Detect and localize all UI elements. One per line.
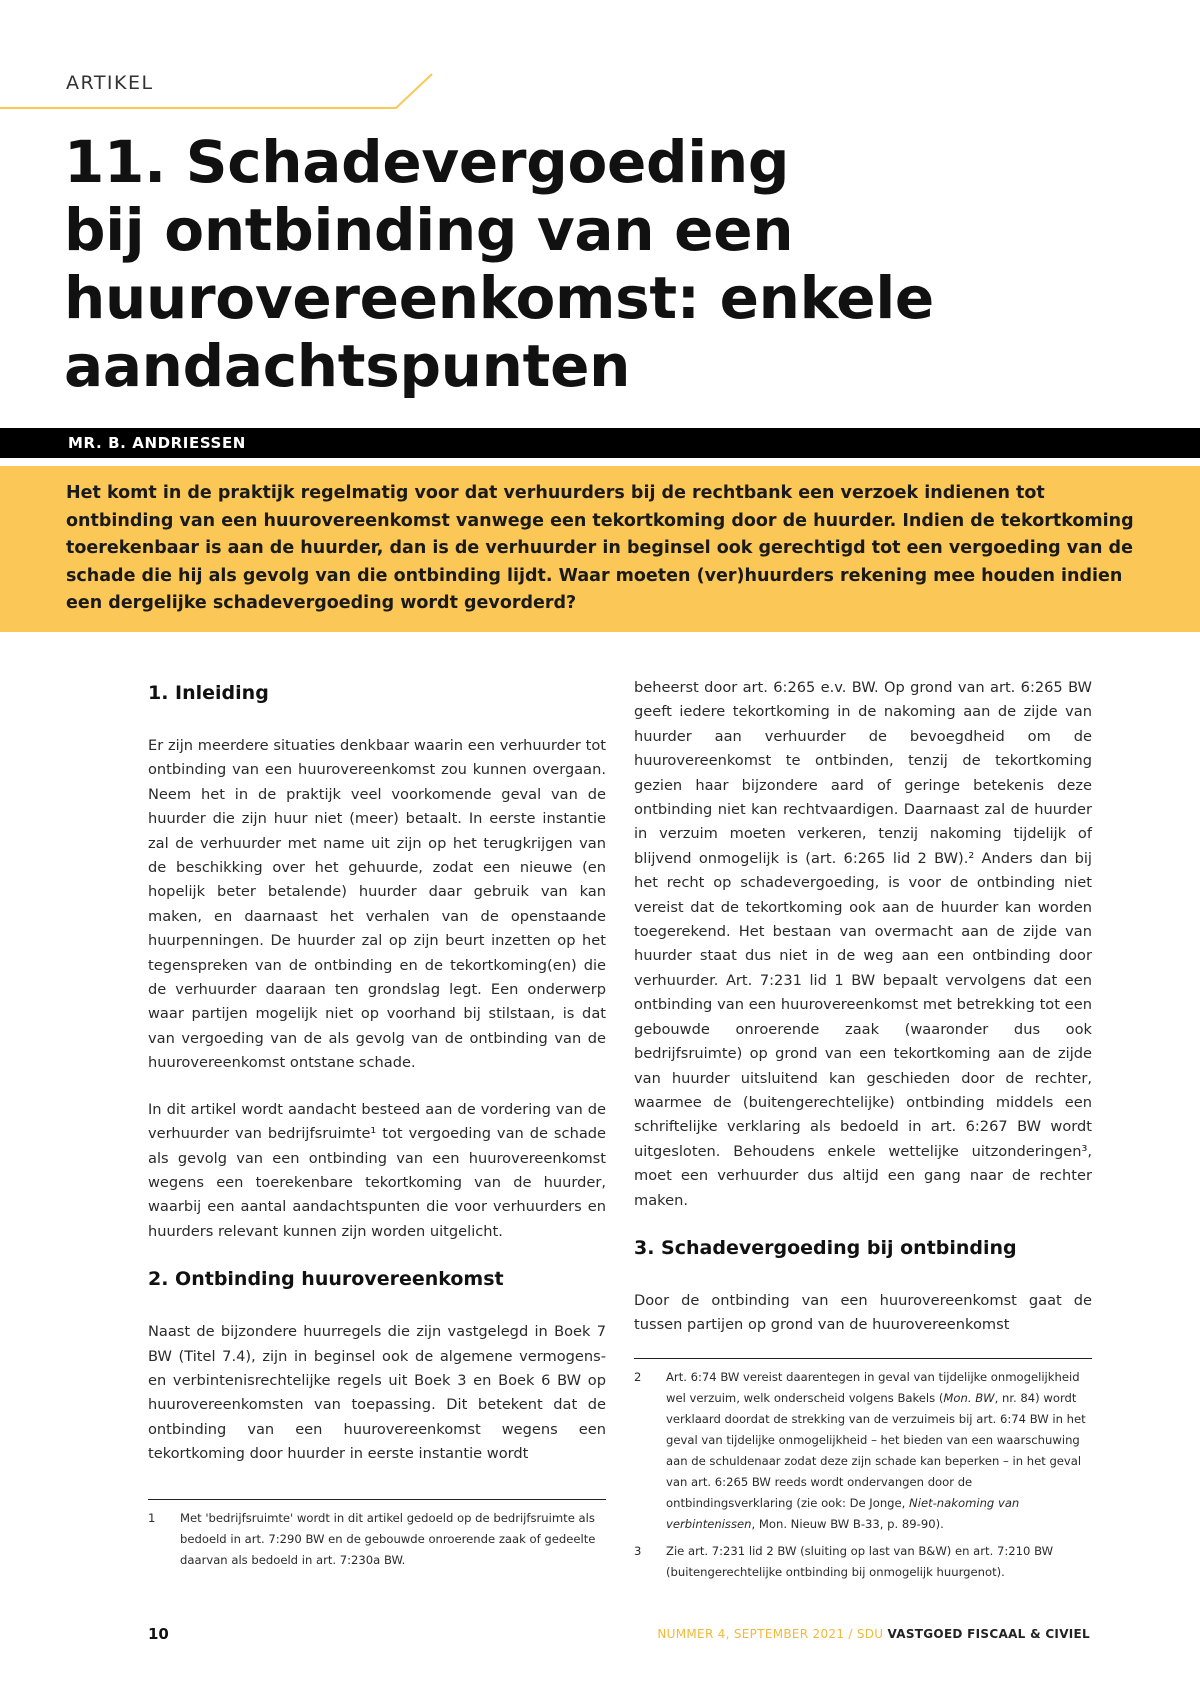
author-bar [0,428,1200,458]
footnote-3 [634,1541,1092,1583]
heading-inleiding: 1. Inleiding [148,682,269,704]
heading-ontbinding: 2. Ontbinding huurovereenkomst [148,1268,504,1291]
footnote-number: 3 [634,1543,642,1558]
paragraph: Er zijn meerdere situaties denkbaar waarin een verhuurder tot ontbinding van een huurovereenkomst zou kunnen overgaan. Neem het in de praktijk veel voorkomende geval van de huurder die zijn huur niet (meer) betaalt. In eerste instantie zal de verhuurder met name uit zijn op het terugkrijgen van de beschikking over het gehuurde, zodat een nieuwe (en hopelijk beter betalende) huurder daar gebruik van kan maken, en daarnaast het verhalen van de openstaande huurpenningen. De huurder zal op zijn beurt inzetten op het tegenspreken van de ontbinding en de tekortkoming(en) die de verhuurder daaraan ten grondslag legt. Een onderwerp waar partijen mogelijk niet op voorhand bij stilstaan, is dat van vergoeding van de als gevolg van de ontbinding van de huurovereenkomst ontstane schade. [148,737,606,1072]
issue-info: NUMMER 4, SEPTEMBER 2021 / SDU [657,1627,888,1641]
footnote-part: Art. 6:74 BW vereist daarentegen in geval van tijdelijke onmogelijkheid wel verzuim, welk onderscheid volgens Bakels ( [666,1369,1080,1405]
footnote-italic: Niet-nakoming van verbintenissen [666,1495,1020,1531]
footnote-2 [634,1367,1092,1535]
footnote-text: Zie art. 7:231 lid 2 BW (sluiting op last van B&W) en art. 7:210 BW (buitengerechtelijke ontbinding bij onmogelijk huurgenot). [666,1543,1054,1579]
section-label: ARTIKEL [66,72,154,94]
paragraph: In dit artikel wordt aandacht besteed aan de vordering van de verhuurder van bedrijfsruimte¹ tot vergoeding van de schade als gevolg van een ontbinding van een huurovereenkomst wegens een toerekenbare tekortkoming van de huurder, waarbij een aantal aandachtspunten die voor verhuurders en huurders relevant kunnen zijn worden uitgelicht. [148,1100,606,1240]
title-line: 11. Schadevergoeding [64,128,790,196]
footnote-1 [148,1508,606,1571]
title-line: huurovereenkomst: enkele [64,264,934,332]
title-line: aandachtspunten [64,332,631,400]
page-number: 10 [148,1625,169,1643]
journal-name: VASTGOED FISCAAL & CIVIEL [887,1627,1090,1641]
article-title [64,128,1164,400]
paragraph: Door de ontbinding van een huurovereenkomst gaat de tussen partijen op grond van de huurovereenkomst [634,1291,1092,1334]
section-underline [0,70,440,110]
paragraph: Naast de bijzondere huurregels die zijn vastgelegd in Boek 7 BW (Titel 7.4), zijn in beginsel ook de algemene vermogens- en verbintenisrechtelijke regels uit Boek 3 en Boek 6 BW op huurovereenkomsten van toepassing. Dit betekent dat de ontbinding van een huurovereenkomst wegens een tekortkoming door huurder in eerste instantie wordt [148,1323,606,1463]
author-name: MR. B. ANDRIESSEN [68,434,246,452]
footnote-number: 1 [148,1510,156,1525]
footnote-part: , nr. 84) wordt verklaard doordat de strekking van de verzuimeis bij art. 6:74 BW in het geval van tijdelijke onmogelijkheid – het bieden van een waarschuwing aan de schuldenaar zodat deze zijn schade kan beperken – in het geval van art. 6:265 BW reeds wordt ondervangen door de ontbindingsverklaring (zie ook: De Jonge, [666,1390,1086,1510]
left-column [148,680,606,1571]
heading-schadevergoeding: 3. Schadevergoeding bij ontbinding [634,1236,1017,1259]
right-column [634,676,1092,1583]
abstract-box [0,466,1200,632]
footnote-number: 2 [634,1369,642,1384]
title-line: bij ontbinding van een [64,196,794,264]
paragraph: beheerst door art. 6:265 e.v. BW. Op grond van art. 6:265 BW geeft iedere tekortkoming in de nakoming aan de zijde van huurder aan verhuurder de bevoegdheid om de huurovereenkomst te ontbinden, tenzij de tekortkoming gezien haar bijzondere aard of geringe betekenis deze ontbinding niet kan rechtvaardigen. Daarnaast zal de huurder in verzuim moeten verkeren, tenzij nakoming tijdelijk of blijvend onmogelijk is (art. 6:265 lid 2 BW).² Anders dan bij het recht op schadevergoeding, is voor de ontbinding niet vereist dat de tekortkoming ook aan de huurder kan worden toegerekend. Het bestaan van overmacht aan de zijde van huurder staat dus niet in de weg aan een ontbinding door verhuurder. Art. 7:231 lid 1 BW bepaalt vervolgens dat een ontbinding van een huurovereenkomst met betrekking tot een gebouwde onroerende zaak (waaronder dus ook bedrijfsruimte) op grond van een tekortkoming aan de zijde van huurder uitsluitend kan geschieden door de rechter, waarmee de (buitengerechtelijke) ontbinding middels een schriftelijke verklaring als bedoeld in art. 6:267 BW wordt uitgesloten. Behoudens enkele wettelijke uitzonderingen³, moet een verhuurder dus altijd een gang naar de rechter maken. [634,679,1092,1209]
journal-footer [657,1627,1090,1641]
footnote-text [666,1367,1092,1535]
footnote-part: , Mon. Nieuw BW B-33, p. 89-90). [751,1516,944,1531]
footnote-text: Met 'bedrijfsruimte' wordt in dit artikel gedoeld op de bedrijfsruimte als bedoeld in art. 7:290 BW en de gebouwde onroerende zaak of gedeelte daarvan als bedoeld in art. 7:230a BW. [180,1510,596,1567]
footnote-italic: Mon. BW [943,1390,995,1405]
abstract-text: Het komt in de praktijk regelmatig voor dat verhuurders bij de rechtbank een verzoek indienen tot ontbinding van een huurovereenkomst vanwege een tekortkoming door de huurder. Indien de tekortkoming toerekenbaar is aan de huurder, dan is de verhuurder in beginsel ook gerechtigd tot een vergoeding van de schade die hij als gevolg van die ontbinding lijdt. Waar moeten (ver)huurders rekening mee houden indien een dergelijke schadevergoeding wordt gevorderd? [66,483,1134,614]
